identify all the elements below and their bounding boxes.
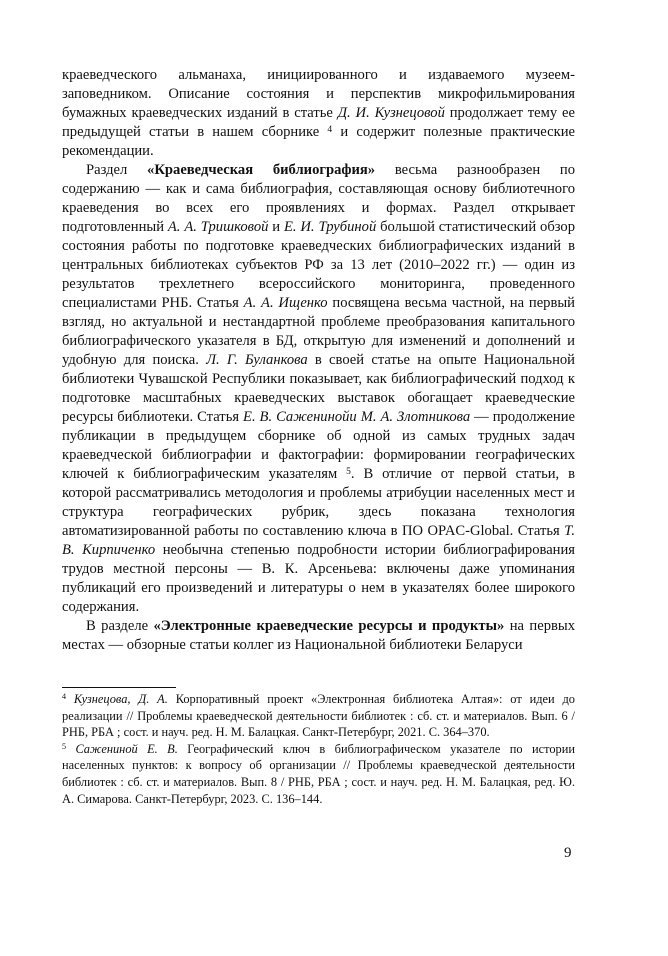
footnote-mark: 5: [62, 741, 67, 751]
section-title: «Электронные краеведческие ресурсы и продукты»: [153, 618, 505, 634]
author-name: А. А. Тришковой: [167, 219, 269, 235]
text-run: продолжает тему ее предыдущей статьи в нашем сборнике: [62, 105, 576, 140]
text-run: и: [268, 219, 284, 235]
paragraph-1: [62, 66, 575, 161]
footnote-4: [62, 691, 575, 741]
section-title: «Краеведческая библиография»: [147, 162, 376, 178]
text-run: на первых местах — обзорные статьи коллег из Национальной библиотеки Беларуси: [62, 618, 575, 653]
author-name: Т. В. Кирпиченко: [62, 523, 575, 558]
page-number: 9: [564, 845, 572, 861]
footnote-author: Кузнецова, Д. А.: [73, 692, 168, 706]
text-run: необычна степенью подробности истории библиографирования трудов местной персоны — В. К. Арсеньева: включены даже упоминания публикаций его произведений и литературы о нем в указателях более широкого содержания.: [62, 542, 576, 615]
paragraph-3: [62, 617, 575, 655]
author-name: Л. Г. Буланкова: [206, 352, 308, 368]
main-text: [62, 66, 575, 655]
text-run: посвящена весьма частной, на первый взгляд, но актуальной и нестандартной проблеме преобразования капитального библиографического указателя в БД, открытую для изменений и дополнений и удобную для поиска.: [62, 295, 575, 368]
author-name: Е. И. Трубиной: [283, 219, 377, 235]
paragraph-2: [62, 161, 575, 617]
text-run: В разделе: [86, 618, 154, 634]
text-run: Раздел: [86, 162, 148, 178]
text-run: . В отличие от первой статьи, в которой рассматривались методология и проблемы атрибуции населенных мест и структура географических рубрик, здесь показана технология автоматизированной работы по составлению ключа в ПО OPAC-Global. Статья: [62, 466, 575, 539]
footnote-ref: 4: [327, 125, 333, 135]
footnote-author: Сажениной Е. В.: [75, 741, 178, 756]
footnotes: [62, 691, 575, 807]
text-run: — продолжение публикации в предыдущем сборнике об одной из самых трудных задач краеведческой библиографии и фактографии: формировании географических ключей к библиографическим указателям: [62, 409, 575, 482]
text-run: в своей статье на опыте Национальной библиотеки Чувашской Республики показывает, как библиографический подход к подготовке масштабных краеведческих выставок обогащает краеведческие ресурсы библиотеки. Статья: [62, 352, 575, 425]
footnote-text: Географический ключ в библиографическом указателе по истории населенных пунктов: к вопросу об организации // Проблемы краеведческой деятельности библиотек : сб. ст. и материалов. Вып. 8 / РНБ, РБА ; сост. и науч. ред. Н. М. Балацкая, ред. Ю. А. Симарова. Санкт-Петербург, 2023. С. 136–144.: [62, 741, 575, 806]
footnote-mark: 4: [62, 692, 67, 701]
text-run: весьма разнообразен по содержанию — как и сама библиография, составляющая основу библиотечного краеведения во всех его проявлениях и формах. Раздел открывает подготовленный: [62, 162, 576, 235]
text-run: большой статистический обзор состояния работы по подготовке краеведческих библиографических изданий в центральных библиотеках субъектов РФ за 13 лет (2010–2022 гг.) — один из результатов трехлетнего всероссийского мониторинга, проведенного специалистами РНБ. Статья: [62, 219, 576, 311]
author-name: А. А. Ищенко: [243, 295, 328, 311]
footnote-5: [62, 741, 575, 807]
footnote-ref: 5: [346, 467, 351, 477]
text-run: и содержит полезные практические рекомендации.: [62, 124, 575, 159]
author-name: Е. В. Саженинойи М. А. Злотникова: [243, 409, 471, 425]
footnote-divider: [62, 687, 176, 688]
author-name: Д. И. Кузнецовой: [337, 105, 445, 121]
footnote-text: Корпоративный проект «Электронная библиотека Алтая»: от идеи до реализации // Проблемы краеведческой деятельности библиотек : сб. ст. и материалов. Вып. 6 / РНБ, РБА ; сост. и науч. ред. Н. М. Балацкая. Санкт-Петербург, 2021. С. 364–370.: [62, 692, 575, 740]
text-run: краеведческого альманаха, инициированного и издаваемого музеем-заповедником. Описание состояния и перспектив микрофильмирования бумажных краеведческих изданий в статье: [62, 67, 575, 121]
